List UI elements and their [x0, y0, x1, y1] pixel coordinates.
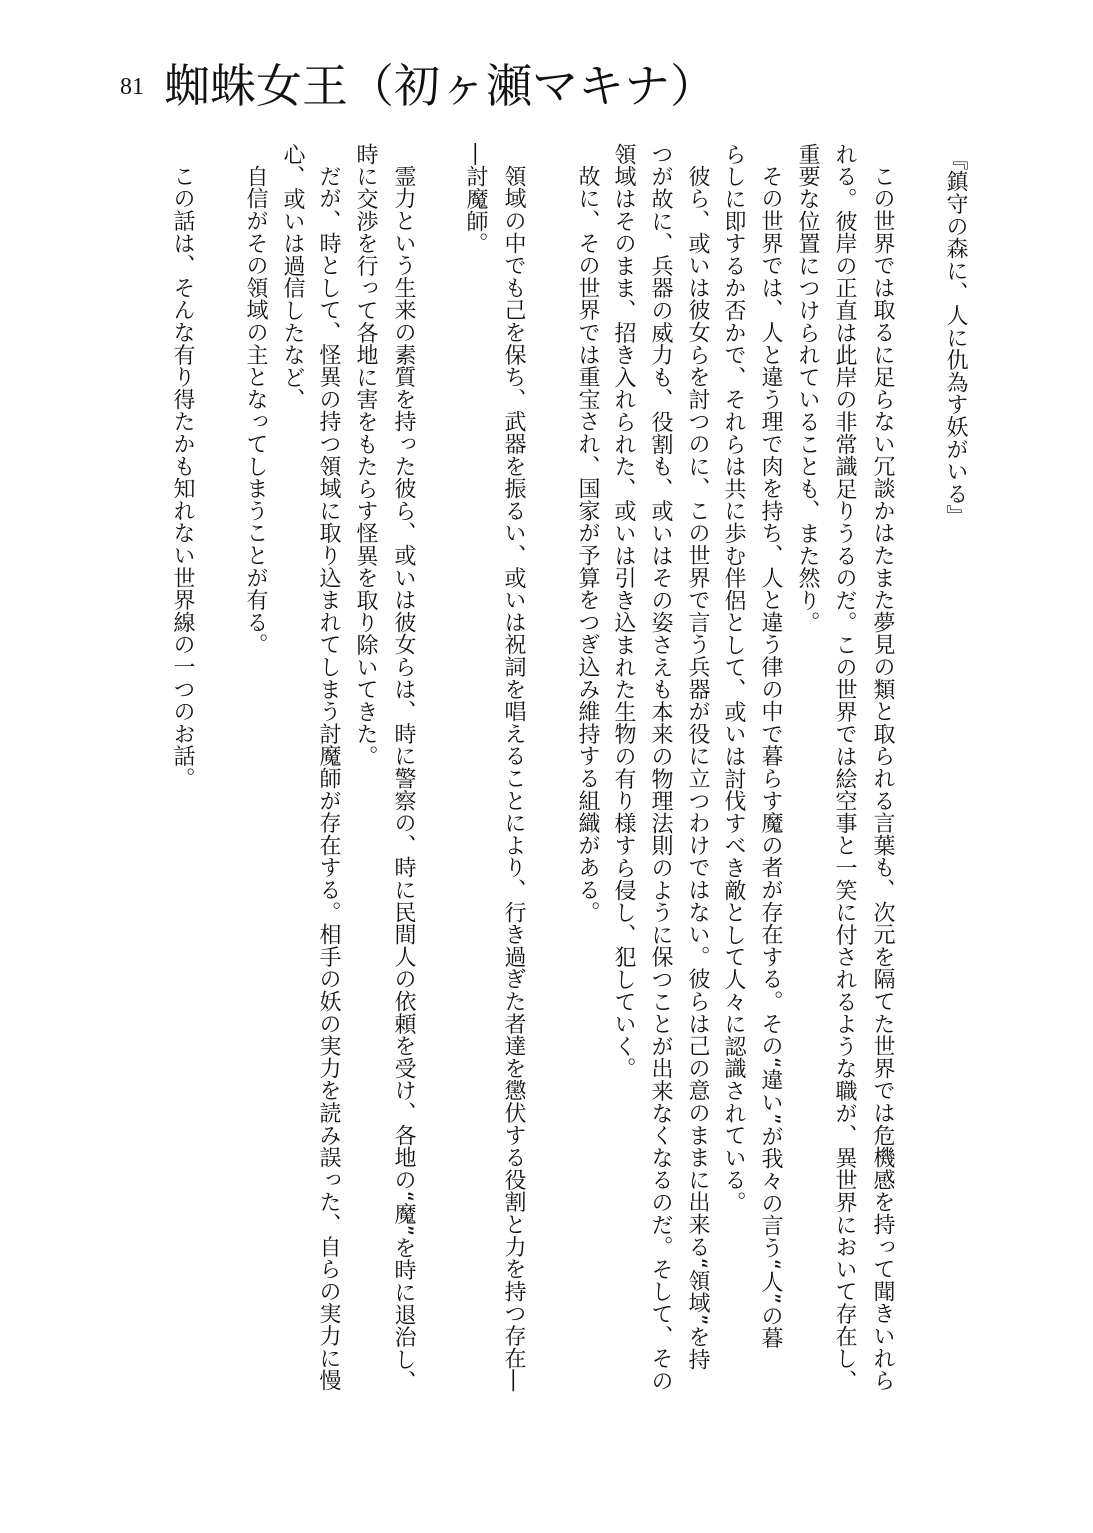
text-line: 時に交渉を行って各地に害をもたらす怪異を取り除いてきた。 [353, 143, 378, 768]
text-line: だが、時として、怪異の持つ領域に取り込まれてしまう討魔師が存在する。相手の妖の実力を読み誤った、自らの実力に慢 [316, 165, 341, 1392]
text-line: つが故に、兵器の威力も、役割も、或いはその姿さえも本来の物理法則のように保つことが出来なくなるのだ。そして、その [648, 143, 673, 1392]
text-line: この世界では取るに足らない冗談かはたまた夢見の類と取られる言葉も、次元を隔てた世界では危機感を持って聞きいれら [870, 165, 895, 1392]
text-line: らしに即するか否かで、それらは共に歩む伴侶として、或いは討伐すべき敵として人々に認識されている。 [721, 143, 746, 1214]
text-line: 重要な位置につけられていることも、また然り。 [795, 143, 820, 634]
epigraph-line: 『鎮守の森に、人に仇為す妖がいる』 [943, 148, 968, 528]
text-line: 領域の中でも己を保ち、武器を振るい、或いは祝詞を唱えることにより、行き過ぎた者達を懲伏する役割と力を持つ存在― [501, 165, 526, 1392]
text-line: 故に、その世界では重宝され、国家が予算をつぎ込み維持する組織がある。 [575, 165, 600, 924]
chapter-title: 蜘蛛女王（初ヶ瀬マキナ） [164, 59, 716, 113]
text-line: ―討魔師。 [463, 143, 488, 255]
text-line: 領域はそのまま、招き入れられた、或いは引き込まれた生物の有り様すら侵し、犯していく。 [611, 143, 636, 1080]
text-line: 自信がその領域の主となってしまうことが有る。 [243, 165, 268, 656]
text-line: その世界では、人と違う理で肉を持ち、人と違う律の中で暮らす魔の者が存在する。その“違い”が我々の言う“人”の暮 [758, 165, 783, 1350]
text-line: 霊力という生来の素質を持った彼ら、或いは彼女らは、時に警察の、時に民間人の依頼を受け、各地の“魔”を時に退治し、 [391, 165, 416, 1393]
text-line: れる。彼岸の正直は此岸の非常識足りうるのだ。この世界では絵空事と一笑に付されるような職が、異世界において存在し、 [832, 143, 857, 1392]
page-number: 81 [120, 74, 144, 100]
text-line: 心、或いは過信したなど、 [280, 143, 305, 411]
text-line: この話は、そんな有り得たかも知れない世界線の一つのお話。 [170, 165, 195, 790]
text-line: 彼ら、或いは彼女らを討つのに、この世界で言う兵器が役に立つわけではない。彼らは己の意のままに出来る“領域”を持 [685, 165, 710, 1371]
